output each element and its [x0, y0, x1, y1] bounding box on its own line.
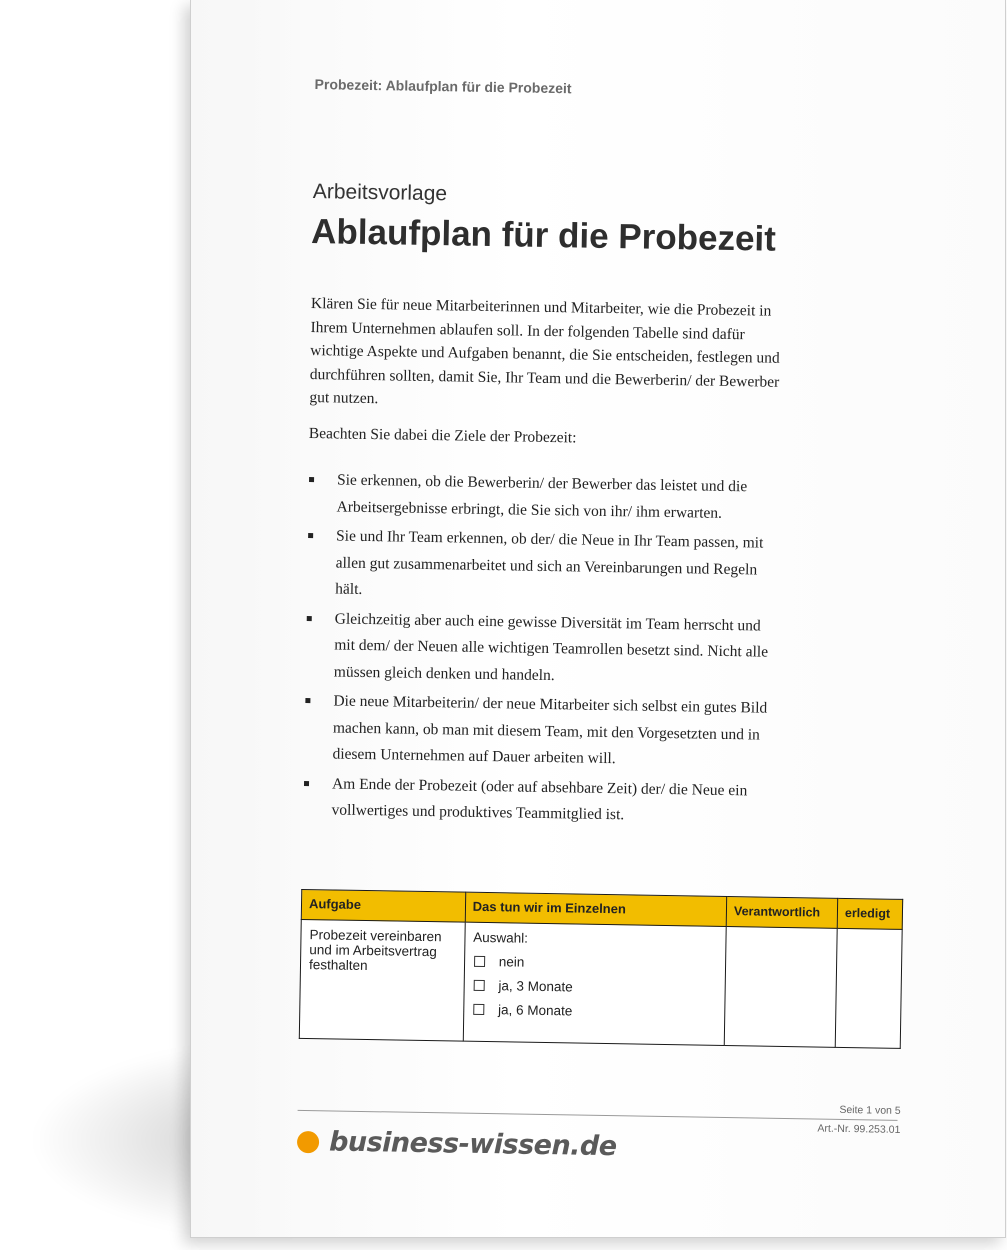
option-label: nein [498, 954, 525, 970]
option-6-months[interactable] [472, 1002, 717, 1021]
choice-label: Auswahl: [473, 929, 529, 946]
column-header-done: erledigt [837, 898, 903, 929]
list-item-text: Sie erkennen, ob die Bewerberin/ der Bewerber das leistet und die Arbeitsergebnisse erbringt, die Sie sich von ihr/ ihm erwarten. [336, 471, 748, 522]
bullet-icon [304, 780, 309, 785]
document-title: Ablaufplan für die Probezeit [310, 212, 777, 259]
bullet-icon [309, 477, 314, 482]
responsible-cell [724, 927, 837, 1048]
actions-cell [463, 922, 726, 1045]
checkbox-icon[interactable] [473, 1004, 484, 1015]
logo-dot-icon [297, 1130, 319, 1152]
list-item-text: Am Ende der Probezeit (oder auf absehbare Zeit) der/ die Neue ein vollwertiges und produktives Teammitglied ist. [331, 774, 748, 824]
article-number: Art.-Nr. 99.253.01 [817, 1122, 901, 1136]
document-page [190, 0, 1006, 1238]
goals-intro: Beachten Sie dabei die Ziele der Probezeit: [308, 424, 577, 446]
list-item-text: Sie und Ihr Team erkennen, ob der/ die Neue in Ihr Team passen, mit allen gut zusammenarbeitet und sich an Vereinbarungen und Regeln hält. [335, 527, 764, 598]
running-header: Probezeit: Ablaufplan für die Probezeit [314, 76, 572, 97]
option-label: ja, 6 Monate [497, 1002, 573, 1019]
bullet-icon [307, 616, 312, 621]
column-header-task: Aufgabe [301, 889, 465, 922]
checkbox-icon[interactable] [473, 980, 484, 991]
intro-paragraph: Klären Sie für neue Mitarbeiterinnen und Mitarbeiter, wie die Probezeit in Ihrem Unternehmen ablaufen soll. In der folgenden Tabelle sind dafür wichtige Aspekte und Aufgaben benannt, die Sie entscheiden, festlegen und durchführen sollten, damit Sie, Ihr Team und die Bewerberin/ der Bewerber gut nutzen. [309, 295, 780, 408]
task-cell: Probezeit vereinbaren und im Arbeitsvertrag festhalten [299, 919, 465, 1041]
table-row [299, 919, 902, 1048]
bullet-icon [305, 698, 310, 703]
page-content [170, 0, 1004, 1250]
checkbox-icon[interactable] [474, 956, 485, 967]
option-3-months[interactable] [472, 978, 717, 997]
brand-logo [297, 1126, 617, 1162]
list-item [303, 688, 776, 775]
list-item [305, 605, 778, 692]
footer-divider [298, 1110, 898, 1121]
list-item [306, 523, 779, 610]
bullet-icon [308, 533, 313, 538]
plan-table [299, 889, 903, 1049]
list-item-text: Gleichzeitig aber auch eine gewisse Diversität im Team herrscht und mit dem/ der Neuen alle wichtigen Teamrollen besetzt sind. Nicht alle müssen gleich denken und handeln. [333, 609, 769, 684]
goals-list [302, 467, 780, 831]
done-cell [835, 928, 902, 1048]
body-text [302, 292, 783, 834]
column-header-actions: Das tun wir im Einzelnen [465, 892, 727, 926]
page-number: Seite 1 von 5 [839, 1103, 901, 1117]
option-label: ja, 3 Monate [498, 978, 573, 995]
column-header-responsible: Verantwortlich [726, 897, 837, 929]
list-item [302, 770, 775, 831]
option-nein[interactable] [473, 954, 718, 973]
list-item-text: Die neue Mitarbeiterin/ der neue Mitarbeiter sich selbst ein gutes Bild machen kann, ob man mit diesem Team, mit den Vorgesetzten und in diesem Unternehmen auf Dauer arbeiten will. [332, 692, 768, 768]
list-item [307, 467, 780, 528]
logo-text: business-wissen.de [328, 1126, 617, 1163]
document-subtitle: Arbeitsvorlage [312, 180, 448, 206]
